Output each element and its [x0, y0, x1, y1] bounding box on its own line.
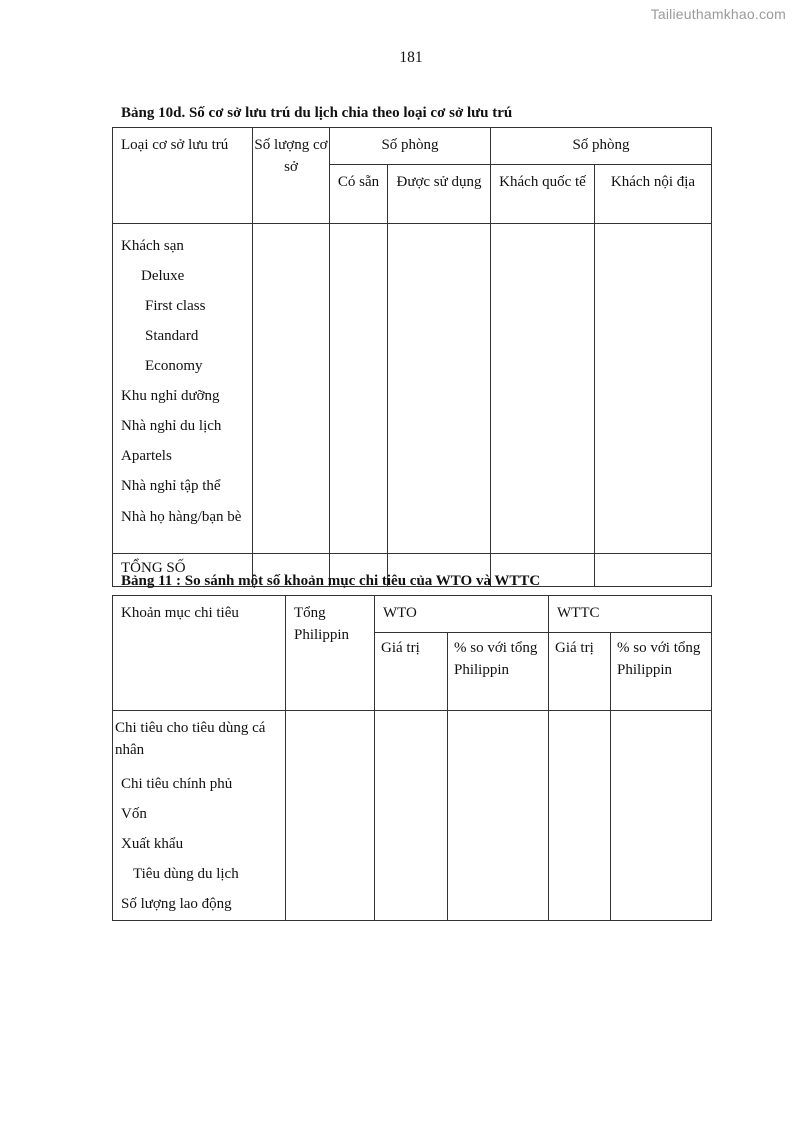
row-label: Deluxe	[141, 268, 185, 284]
empty-cell	[253, 224, 330, 554]
header-value-wttc: Giá trị	[549, 633, 611, 711]
header-wto: WTO	[375, 596, 549, 633]
table2-caption: Bảng 11 : So sánh một số khoản mục chi tiêu của WTO và WTTC	[121, 573, 541, 589]
empty-cell	[330, 224, 388, 554]
row-labels	[113, 224, 253, 554]
row-label: Tiêu dùng du lịch	[133, 866, 239, 882]
row-label: Economy	[145, 358, 203, 374]
header-pct-wttc: % so với tổng Philippin	[611, 633, 712, 711]
table1-caption: Bảng 10d. Số cơ sở lưu trú du lịch chia theo loại cơ sở lưu trú	[121, 105, 513, 121]
expenditure-table	[112, 595, 712, 921]
header-value-wto: Giá trị	[375, 633, 448, 711]
header-pct-wto: % so với tổng Philippin	[448, 633, 549, 711]
empty-cell	[491, 224, 595, 554]
header-count: Số lượng cơ sở	[253, 128, 330, 224]
row-label: Nhà nghỉ du lịch	[121, 418, 222, 434]
header-domestic: Khách nội địa	[595, 165, 712, 224]
empty-cell	[375, 711, 448, 921]
row-label: Chi tiêu cho tiêu dùng cá nhân	[115, 720, 266, 758]
header-used: Được sử dụng	[388, 165, 491, 224]
header-international: Khách quốc tế	[491, 165, 595, 224]
row-label: Khách sạn	[121, 238, 184, 254]
header-type: Loại cơ sở lưu trú	[113, 128, 253, 224]
empty-cell	[448, 711, 549, 921]
header-wttc: WTTC	[549, 596, 712, 633]
empty-cell	[595, 224, 712, 554]
total-label: TỔNG SỐ	[113, 554, 253, 587]
accommodation-table	[112, 127, 712, 587]
row-label: Standard	[145, 328, 199, 344]
row-label: Số lượng lao động	[121, 896, 232, 912]
row-label: Xuất khẩu	[121, 836, 184, 852]
empty-cell	[611, 711, 712, 921]
header-item: Khoản mục chi tiêu	[113, 596, 286, 711]
empty-cell	[595, 554, 712, 587]
page-number: 181	[399, 49, 423, 66]
row-label: Nhà nghỉ tập thể	[121, 478, 221, 494]
header-available: Có sẵn	[330, 165, 388, 224]
row-label: First class	[145, 298, 206, 314]
empty-cell	[549, 711, 611, 921]
header-total: Tổng Philippin	[286, 596, 375, 711]
header-rooms-a: Số phòng	[330, 128, 491, 165]
watermark-text: Tailieuthamkhao.com	[650, 6, 786, 22]
empty-cell	[388, 224, 491, 554]
header-rooms-b: Số phòng	[491, 128, 712, 165]
row-label: Khu nghỉ dưỡng	[121, 388, 220, 404]
row-label: Chi tiêu chính phủ	[121, 776, 233, 792]
row-labels	[113, 711, 286, 921]
row-label: Nhà họ hàng/bạn bè	[121, 509, 242, 525]
empty-cell	[286, 711, 375, 921]
row-label: Vốn	[121, 806, 147, 822]
row-label: Apartels	[121, 448, 172, 464]
